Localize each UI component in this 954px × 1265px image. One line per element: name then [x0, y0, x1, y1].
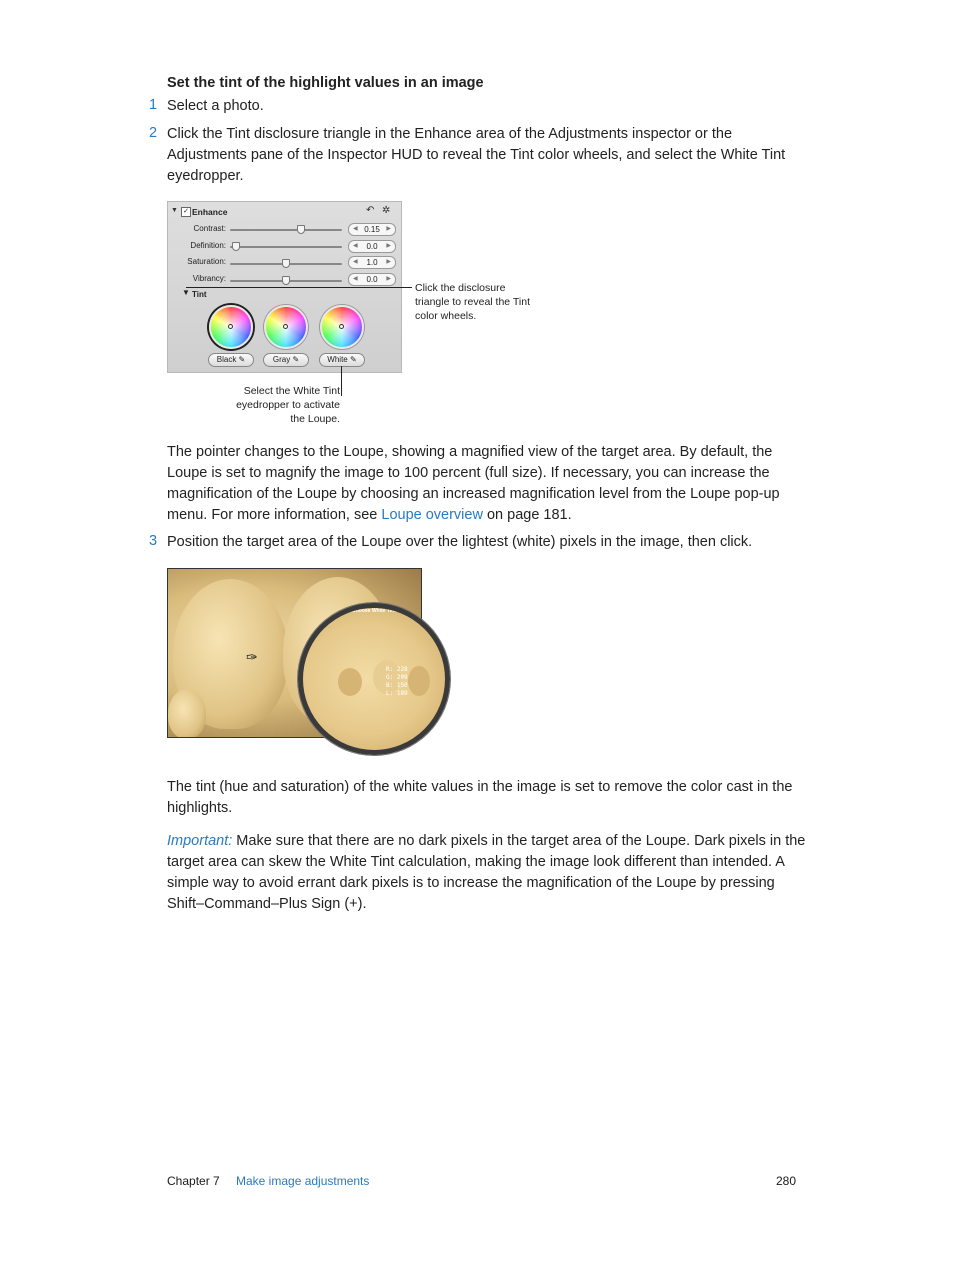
callout-line-disclosure — [186, 287, 412, 288]
eyedropper-icon: ✎ — [238, 355, 246, 364]
footer-chapter: Chapter 7 — [167, 1174, 220, 1188]
disclosure-triangle-icon[interactable]: ▼ — [171, 207, 178, 214]
paragraph-tint: The tint (hue and saturation) of the white values in the image is set to remove the color cast in the highlights. — [167, 779, 793, 816]
important-label: Important: — [167, 833, 233, 849]
wheel-center-handle[interactable] — [228, 324, 233, 329]
reset-icon[interactable]: ↶ — [366, 205, 375, 216]
black-eyedropper-button[interactable]: Black ✎ — [208, 353, 254, 367]
contrast-value-field[interactable]: ◀ 0.15 ▶ — [348, 223, 396, 236]
white-tint-wheel[interactable] — [320, 305, 364, 349]
paragraph-loupe: The pointer changes to the Loupe, showing a magnified view of the target area. By default, the Loupe is set to magnify the image to 100 percent (full size). If necessary, you can increase the magnification of the Loupe by choosing an increased magnification level from the Loupe pop-up menu. For more information, see Loupe overview on page 181. — [167, 444, 780, 523]
definition-value-field[interactable]: ◀ 0.0 ▶ — [348, 240, 396, 253]
gray-tint-wheel[interactable] — [264, 305, 308, 349]
callout-eyedropper: Select the White Tint eyedropper to activate the Loupe. — [236, 385, 340, 425]
tint-disclosure-triangle-icon[interactable]: ▼ — [182, 288, 190, 297]
step-text-3: Position the target area of the Loupe over the lightest (white) pixels in the image, then click. — [167, 534, 753, 550]
white-eyedropper-button[interactable]: White ✎ — [319, 353, 365, 367]
vibrancy-value-field[interactable]: ◀ 0.0 ▶ — [348, 273, 396, 286]
vibrancy-slider[interactable] — [230, 280, 342, 282]
slider-label: Vibrancy: — [192, 274, 226, 283]
slider-label: Saturation: — [187, 257, 226, 266]
eyedropper-icon: ✎ — [349, 355, 357, 364]
loupe-texture — [338, 668, 362, 696]
saturation-slider[interactable] — [230, 263, 342, 265]
important-note: Important: Make sure that there are no dark pixels in the target area of the Loupe. Dark pixels in the target area can skew the White Tint calculation, making the image look different than intended. A simple way to avoid errant dark pixels is to increase the magnification of the Loupe by pressing Shift–Command–Plus Sign (+). — [167, 833, 806, 912]
jar-small — [168, 689, 206, 738]
gray-eyedropper-button[interactable]: Gray ✎ — [263, 353, 309, 367]
slider-thumb[interactable] — [297, 225, 305, 234]
step-text-1: Select a photo. — [167, 98, 264, 114]
footer-chapter-link[interactable]: Make image adjustments — [236, 1174, 370, 1188]
step-text-2: Click the Tint disclosure triangle in the Enhance area of the Adjustments inspector or the Adjustments pane of the Inspector HUD to reveal the Tint color wheels, and select the White Tint eyedropper. — [167, 126, 786, 184]
contrast-slider[interactable] — [230, 229, 342, 231]
step-number-2: 2 — [149, 125, 158, 141]
eyedropper-icon: ✎ — [292, 355, 300, 364]
enhance-title: Enhance — [192, 207, 228, 217]
eyedropper-cursor-icon: ✑ — [246, 649, 258, 665]
gear-icon[interactable]: ✲ — [382, 205, 391, 216]
enhance-checkbox[interactable]: ✓ — [181, 207, 191, 217]
tint-label: Tint — [192, 290, 207, 299]
slider-label: Definition: — [190, 241, 226, 250]
loupe[interactable] — [298, 603, 450, 755]
page-number: 280 — [776, 1174, 797, 1188]
loupe-overview-link[interactable]: Loupe overview — [381, 507, 483, 523]
slider-thumb[interactable] — [282, 276, 290, 285]
slider-label: Contrast: — [193, 224, 226, 233]
black-tint-wheel[interactable] — [209, 305, 253, 349]
definition-slider[interactable] — [230, 246, 342, 248]
saturation-value-field[interactable]: ◀ 1.0 ▶ — [348, 256, 396, 269]
loupe-texture — [408, 666, 430, 696]
wheel-center-handle[interactable] — [283, 324, 288, 329]
loupe-zoom-level[interactable]: 100 — [411, 745, 422, 752]
slider-thumb[interactable] — [232, 242, 240, 251]
wheel-center-handle[interactable] — [339, 324, 344, 329]
resize-handle-icon[interactable]: ◢ — [431, 742, 438, 751]
slider-thumb[interactable] — [282, 259, 290, 268]
section-heading: Set the tint of the highlight values in an image — [167, 75, 484, 91]
step-number-1: 1 — [149, 97, 158, 113]
callout-line-eyedropper — [341, 366, 342, 396]
loupe-readout: R: 228 G: 209 B: 150 L: 189 — [386, 666, 408, 697]
loupe-title: Choose White Tint — [352, 608, 396, 614]
step-number-3: 3 — [149, 533, 158, 549]
callout-disclosure: Click the disclosure triangle to reveal the Tint color wheels. — [415, 282, 530, 322]
